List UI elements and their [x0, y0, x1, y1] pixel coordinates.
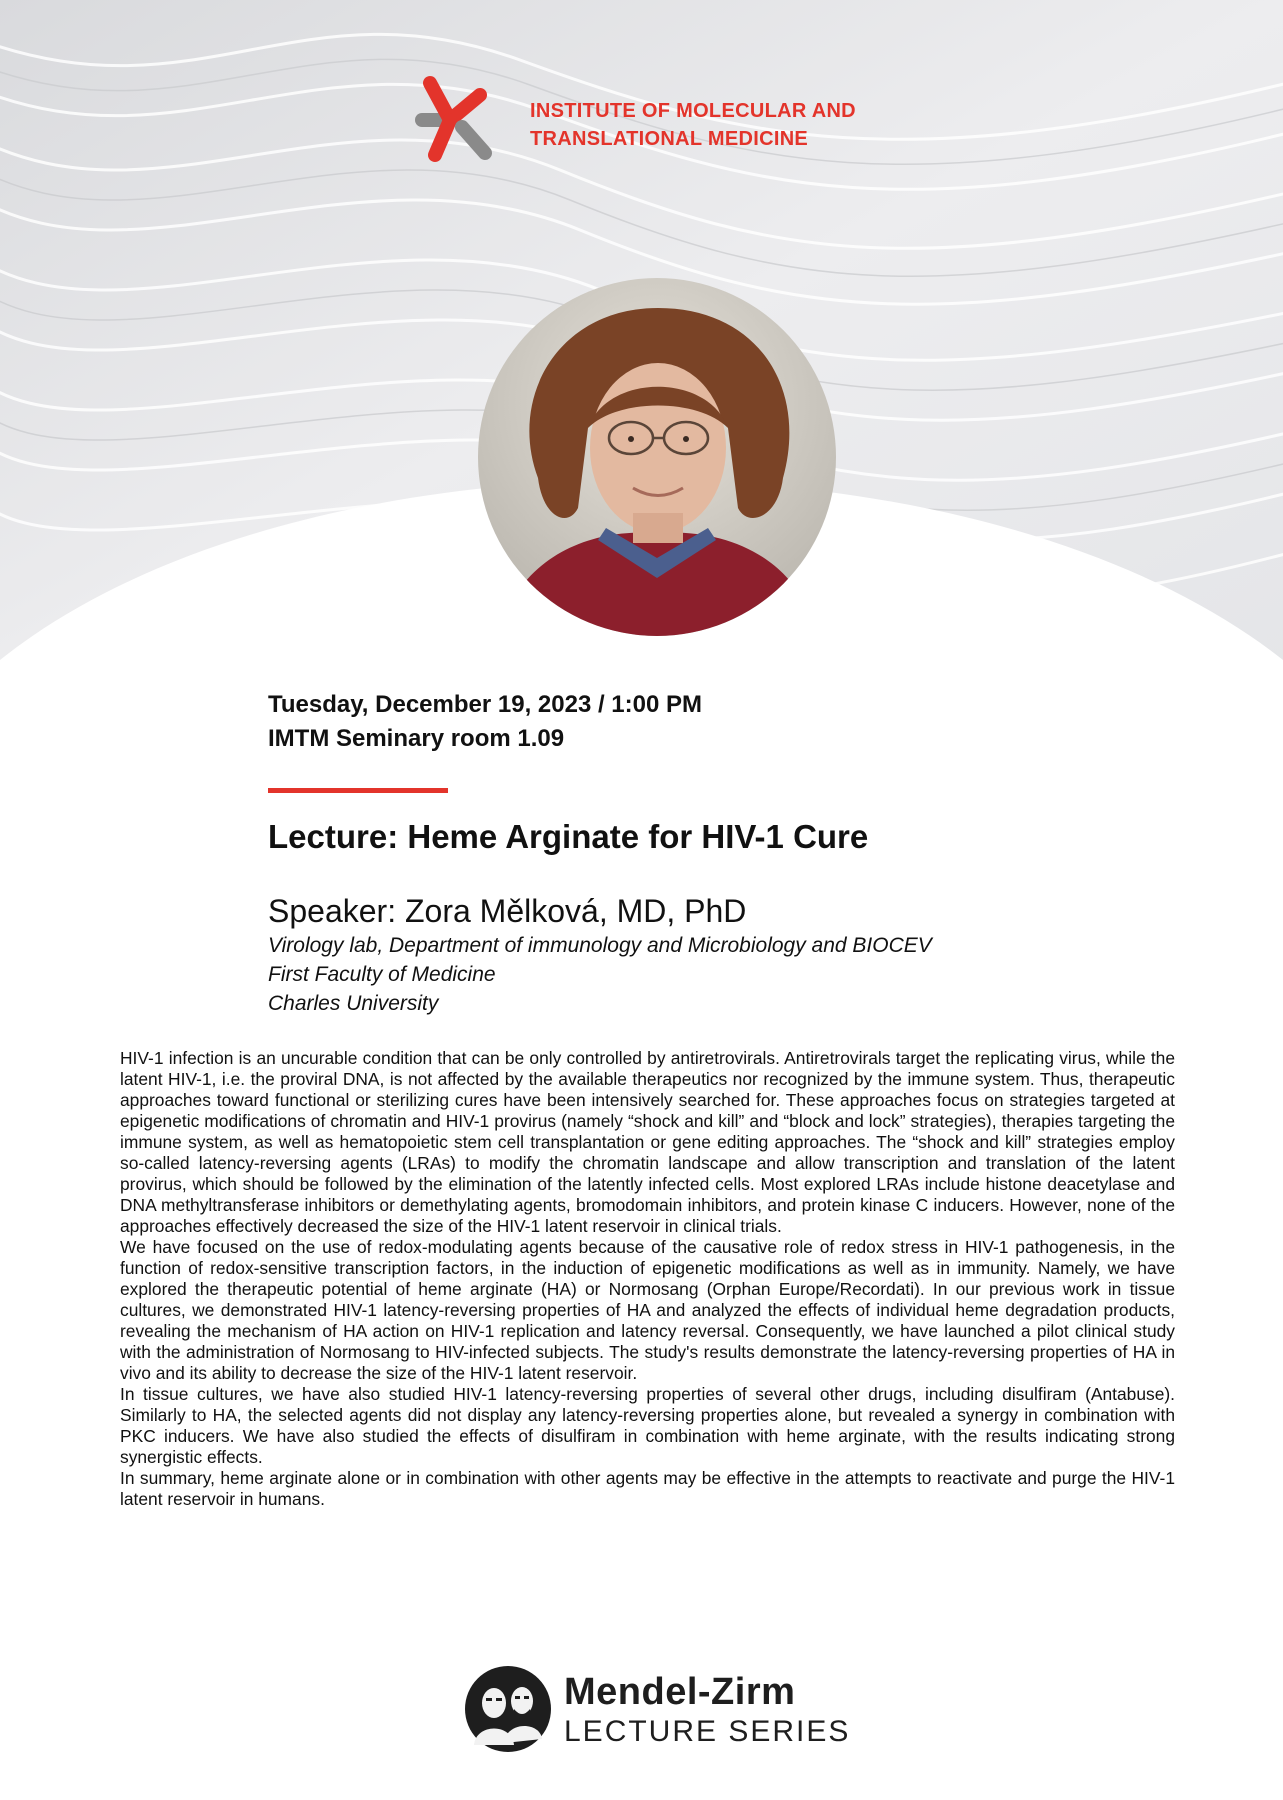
- event-info: [268, 688, 1168, 756]
- abstract-paragraph: HIV-1 infection is an uncurable condition that can be only controlled by antiretrovirals. Antiretrovirals target the replicating virus, while the latent HIV-1, i.e. the proviral DNA, is not affected by the available therapeutics nor recognized by the immune system. Thus, therapeutic approaches toward functional or sterilizing cures have been intensively searched for. These approaches focus on strategies targeted at epigenetic modifications of chromatin and HIV-1 provirus (namely “shock and kill” and “block and lock” strategies), therapies targeting the immune system, as well as hematopoietic stem cell transplantation or gene editing approaches. The “shock and kill” strategies employ so-called latency-reversing agents (LRAs) to modify the chromatin landscape and allow transcription and translation of the latent provirus, which should be followed by the elimination of the latently infected cells. Most explored LRAs include histone deacetylase and DNA methyltransferase inhibitors or demethylating agents, bromodomain inhibitors, and protein kinase C inducers. However, none of the approaches effectively decreased the size of the HIV-1 latent reservoir in clinical trials.: [120, 1048, 1175, 1236]
- mendel-zirm-logo: [464, 1665, 864, 1755]
- abstract-paragraph: In summary, heme arginate alone or in combination with other agents may be effective in the attempts to reactivate and purge the HIV-1 latent reservoir in humans.: [120, 1468, 1175, 1509]
- institute-name-line1: INSTITUTE OF MOLECULAR AND: [530, 100, 856, 122]
- red-divider: [268, 788, 448, 793]
- institute-name-line2: TRANSLATIONAL MEDICINE: [530, 128, 809, 150]
- speaker-photo: [478, 278, 836, 636]
- event-date-time: Tuesday, December 19, 2023 / 1:00 PM: [268, 691, 703, 718]
- series-title: Mendel-Zirm: [564, 1671, 796, 1713]
- event-room: IMTM Seminary room 1.09: [268, 725, 565, 752]
- affiliation-line: Virology lab, Department of immunology and Microbiology and BIOCEV: [268, 934, 932, 957]
- affiliation-line: Charles University: [268, 992, 439, 1015]
- lecture-title: Lecture: Heme Arginate for HIV-1 Cure: [268, 818, 869, 855]
- abstract-paragraph: In tissue cultures, we have also studied HIV-1 latency-reversing properties of several other drugs, including disulfiram (Antabuse). Similarly to HA, the selected agents did not display any latency-reversing properties alone, but revealed a synergy in combination with PKC inducers. We have also studied the effects of disulfiram in combination with heme arginate, with the results indicating strong synergistic effects.: [120, 1384, 1175, 1467]
- affiliation-line: First Faculty of Medicine: [268, 963, 496, 986]
- speaker-name: Speaker: Zora Mělková, MD, PhD: [268, 893, 747, 929]
- speaker-affiliation: [268, 931, 932, 1018]
- series-subtitle: LECTURE SERIES: [564, 1715, 851, 1748]
- abstract-paragraph: We have focused on the use of redox-modulating agents because of the causative role of redox stress in HIV-1 pathogenesis, in the function of redox-sensitive transcription factors, in the induction of epigenetic modifications as well as in immunity. Namely, we have explored the therapeutic potential of heme arginate (HA) or Normosang (Orphan Europe/Recordati). In our previous work in tissue cultures, we demonstrated HIV-1 latency-reversing properties of HA and analyzed the effects of individual heme degradation products, revealing the mechanism of HA action on HIV-1 replication and latency reversal. Consequently, we have launched a pilot clinical study with the administration of Normosang to HIV-infected subjects. The study's results demonstrate the latency-reversing properties of HA in vivo and its ability to decrease the size of the HIV-1 latent reservoir.: [120, 1237, 1175, 1383]
- institute-logo: [400, 75, 880, 175]
- imtm-logo-icon: [400, 75, 510, 165]
- portraits-icon: [464, 1665, 552, 1753]
- institute-name: [530, 97, 856, 153]
- abstract: [120, 1048, 1175, 1510]
